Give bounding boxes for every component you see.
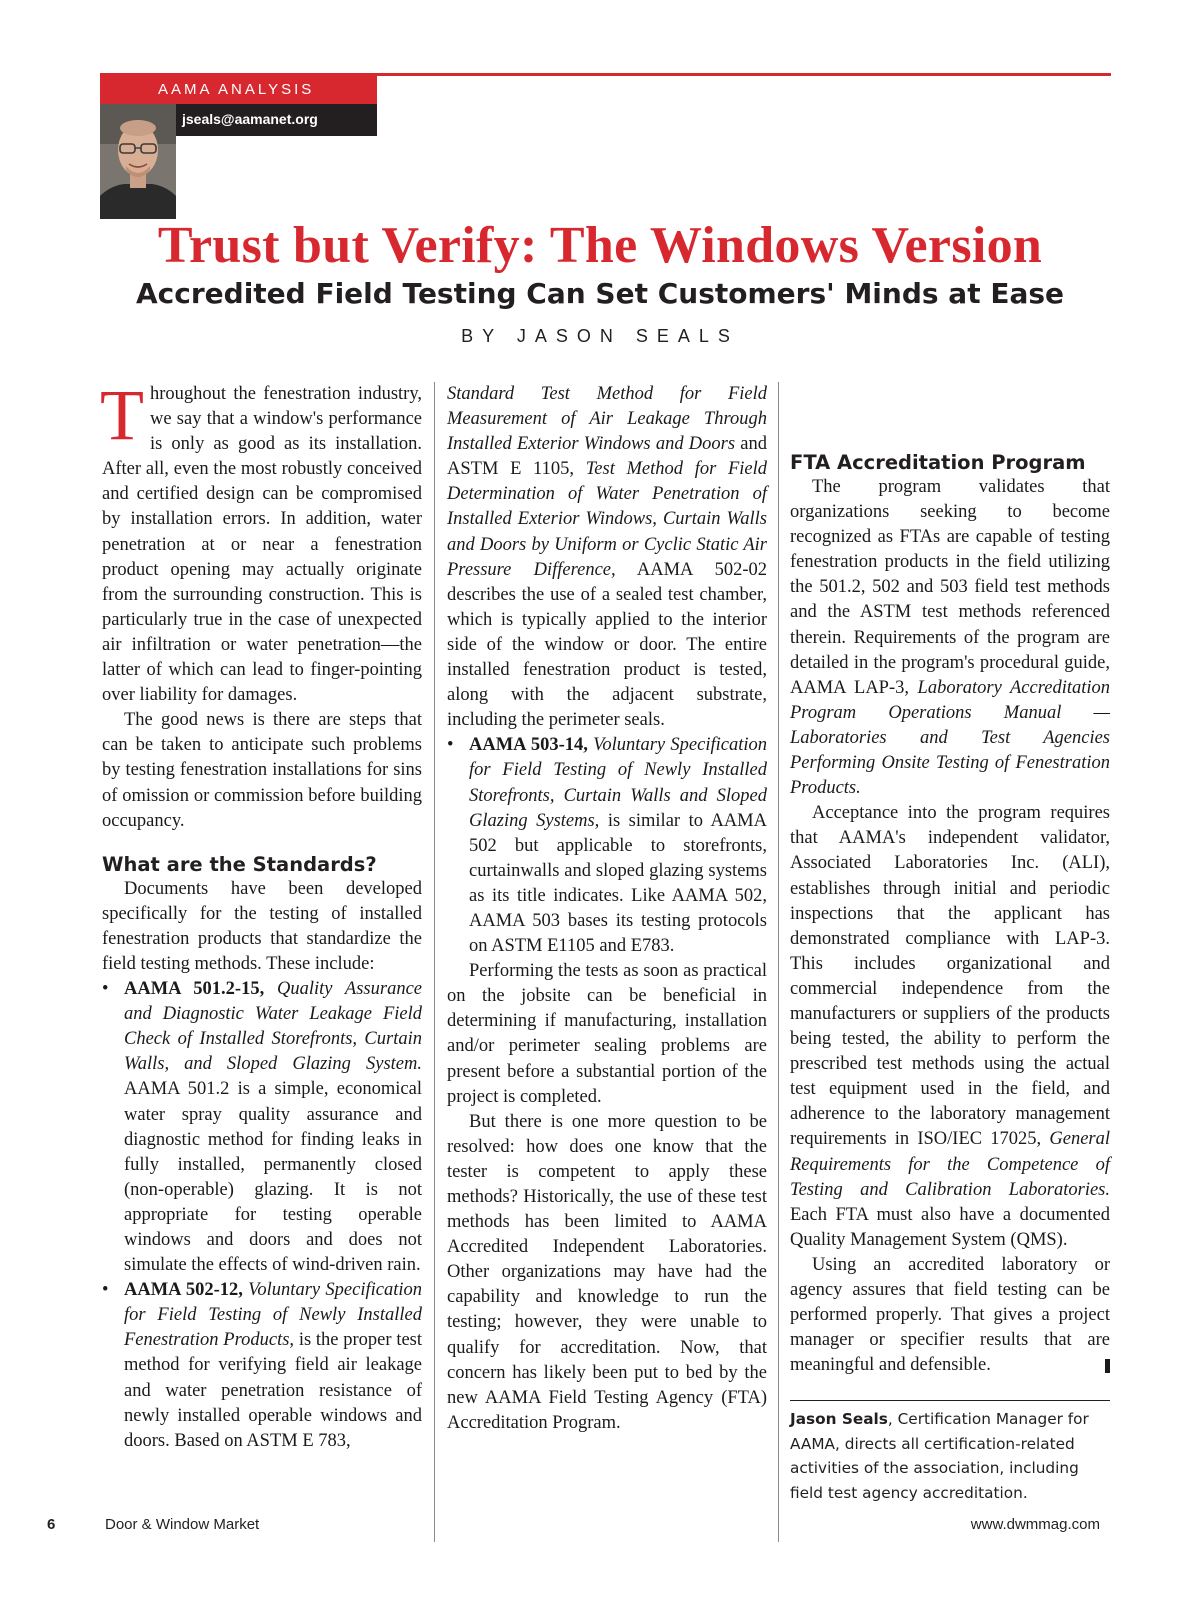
department-label: AAMA ANALYSIS (100, 76, 377, 104)
magazine-name: Door & Window Market (105, 1516, 260, 1533)
paragraph: The good news is there are steps that can be taken to anticipate such problems by testing fenestration installations for sins of omission or commission before building occupancy. (102, 710, 422, 831)
column-spacer (790, 382, 1110, 432)
bio-rule (790, 1400, 1110, 1401)
article-column-2 (447, 382, 767, 1436)
paragraph: The program validates that organizations seeking to become recognized as FTAs are capable of testing fenestration products in the field utilizing the 501.2, 502 and 503 field test methods and the ASTM test methods referenced therein. Requirements of the program are detailed in the program's procedural guide, AAMA LAP-3, Laboratory Accreditation Program Operations Manual — Laboratories and Test Agencies Performing Onsite Testing of Fenestration Products. (790, 477, 1111, 799)
author-portrait-icon (100, 104, 176, 219)
section-heading-standards: What are the Standards? (102, 852, 377, 876)
website-link[interactable]: www.dwmmag.com (970, 1516, 1100, 1533)
article-column-1 (100, 375, 423, 1454)
drop-cap: T (100, 375, 144, 455)
page-number: 6 (47, 1516, 56, 1533)
article-subtitle: Accredited Field Testing Can Set Customers' Minds at Ease (135, 277, 1065, 310)
author-email[interactable]: jseals@aamanet.org (175, 104, 377, 136)
bullet-item: • AAMA 501.2-15, Quality Assurance and Diagnostic Water Leakage Field Check of Installed Storefronts, Curtain Walls, and Sloped Glazing System. AAMA 501.2 is a simple, economical water spray quality assurance and diagnostic method for finding leaks in fully installed, permanently closed (non-operable) glazing. It is not appropriate for testing operable windows and doors and does not simulate the effects of wind-driven rain. (102, 977, 422, 1278)
paragraph: Using an accredited laboratory or agency assures that field testing can be performed properly. That gives a project manager or specifier results that are meaningful and defensible. (790, 1254, 1110, 1376)
column-divider (778, 382, 779, 1542)
byline: BY JASON SEALS (461, 326, 739, 346)
paragraph: But there is one more question to be resolved: how does one know that the tester is competent to apply these methods? Historically, the use of these test methods has been limited to AAMA Accredited Independent Laboratories. Other organizations may have had the capability and knowledge to run the testing; however, they were unable to qualify for accreditation. Now, that concern has likely been put to bed by the new AAMA Field Testing Agency (FTA) Accreditation Program. (447, 1111, 767, 1433)
author-photo (100, 104, 176, 219)
paragraph: Throughout the fenestration industry, we say that a window's performance is only as good as its installation. After all, even the most robustly conceived and certified design can be compromised by installation errors. In addition, water penetration at or near a fenestration product opening may actually originate from the surrounding construction. This is particularly true in the case of unexpected air infiltration or water penetration—the latter of which can lead to finger-pointing over liability for damages. (100, 375, 422, 706)
author-bio: Jason Seals, Certification Manager for AAMA, directs all certification-related activities of the association, including field test agency accreditation. (790, 1410, 1089, 1502)
bullet-item: • AAMA 503-14, Voluntary Specification for Field Testing of Newly Installed Storefronts, Curtain Walls and Sloped Glazing Systems, is similar to AAMA 502 but applicable to storefronts, curtainwalls and sloped glazing systems as its title indicates. Like AAMA 502, AAMA 503 bases its testing protocols on ASTM E1105 and E783. (447, 733, 767, 959)
article-title: Trust but Verify: The Windows Version (157, 217, 1043, 274)
paragraph: Performing the tests as soon as practical on the jobsite can be beneficial in determining if manufacturing, installation and/or perimeter sealing problems are present before a substantial portion of the project is completed. (447, 961, 767, 1107)
end-of-article-mark (1105, 1359, 1110, 1373)
paragraph: Acceptance into the program requires that AAMA's independent validator, Associated Laboratories Inc. (ALI), establishes through initial and periodic inspections that the applicant has demonstrated compliance with LAP-3. This includes organizational and commercial independence from the manufacturers or suppliers of the products being tested, the ability to perform the prescribed test methods using the actual test equipment used in the field, and adherence to the laboratory management requirements in ISO/IEC 17025, General Requirements for the Competence of Testing and Calibration Laboratories. Each FTA must also have a documented Quality Management System (QMS). (790, 803, 1111, 1250)
column-divider (434, 382, 435, 1542)
paragraph: Documents have been developed specifically for the testing of installed fenestration products that standardize the field testing methods. These include: (102, 878, 422, 974)
article-column-3 (790, 382, 1110, 1505)
bullet-continuation: Standard Test Method for Field Measurement of Air Leakage Through Installed Exterior Windows and Doors and ASTM E 1105, Test Method for Field Determination of Water Penetration of Installed Exterior Windows, Curtain Walls and Doors by Uniform or Cyclic Static Air Pressure Difference, AAMA 502-02 describes the use of a sealed test chamber, which is typically applied to the interior side of the window or door. The entire installed fenestration product is tested, along with the adjacent substrate, including the perimeter seals. (447, 384, 768, 731)
bullet-item: • AAMA 502-12, Voluntary Specification for Field Testing of Newly Installed Fenestration Products, is the proper test method for verifying field air leakage and water penetration resistance of newly installed operable windows and doors. Based on ASTM E 783, (102, 1278, 422, 1454)
section-heading-fta: FTA Accreditation Program (790, 451, 1086, 474)
